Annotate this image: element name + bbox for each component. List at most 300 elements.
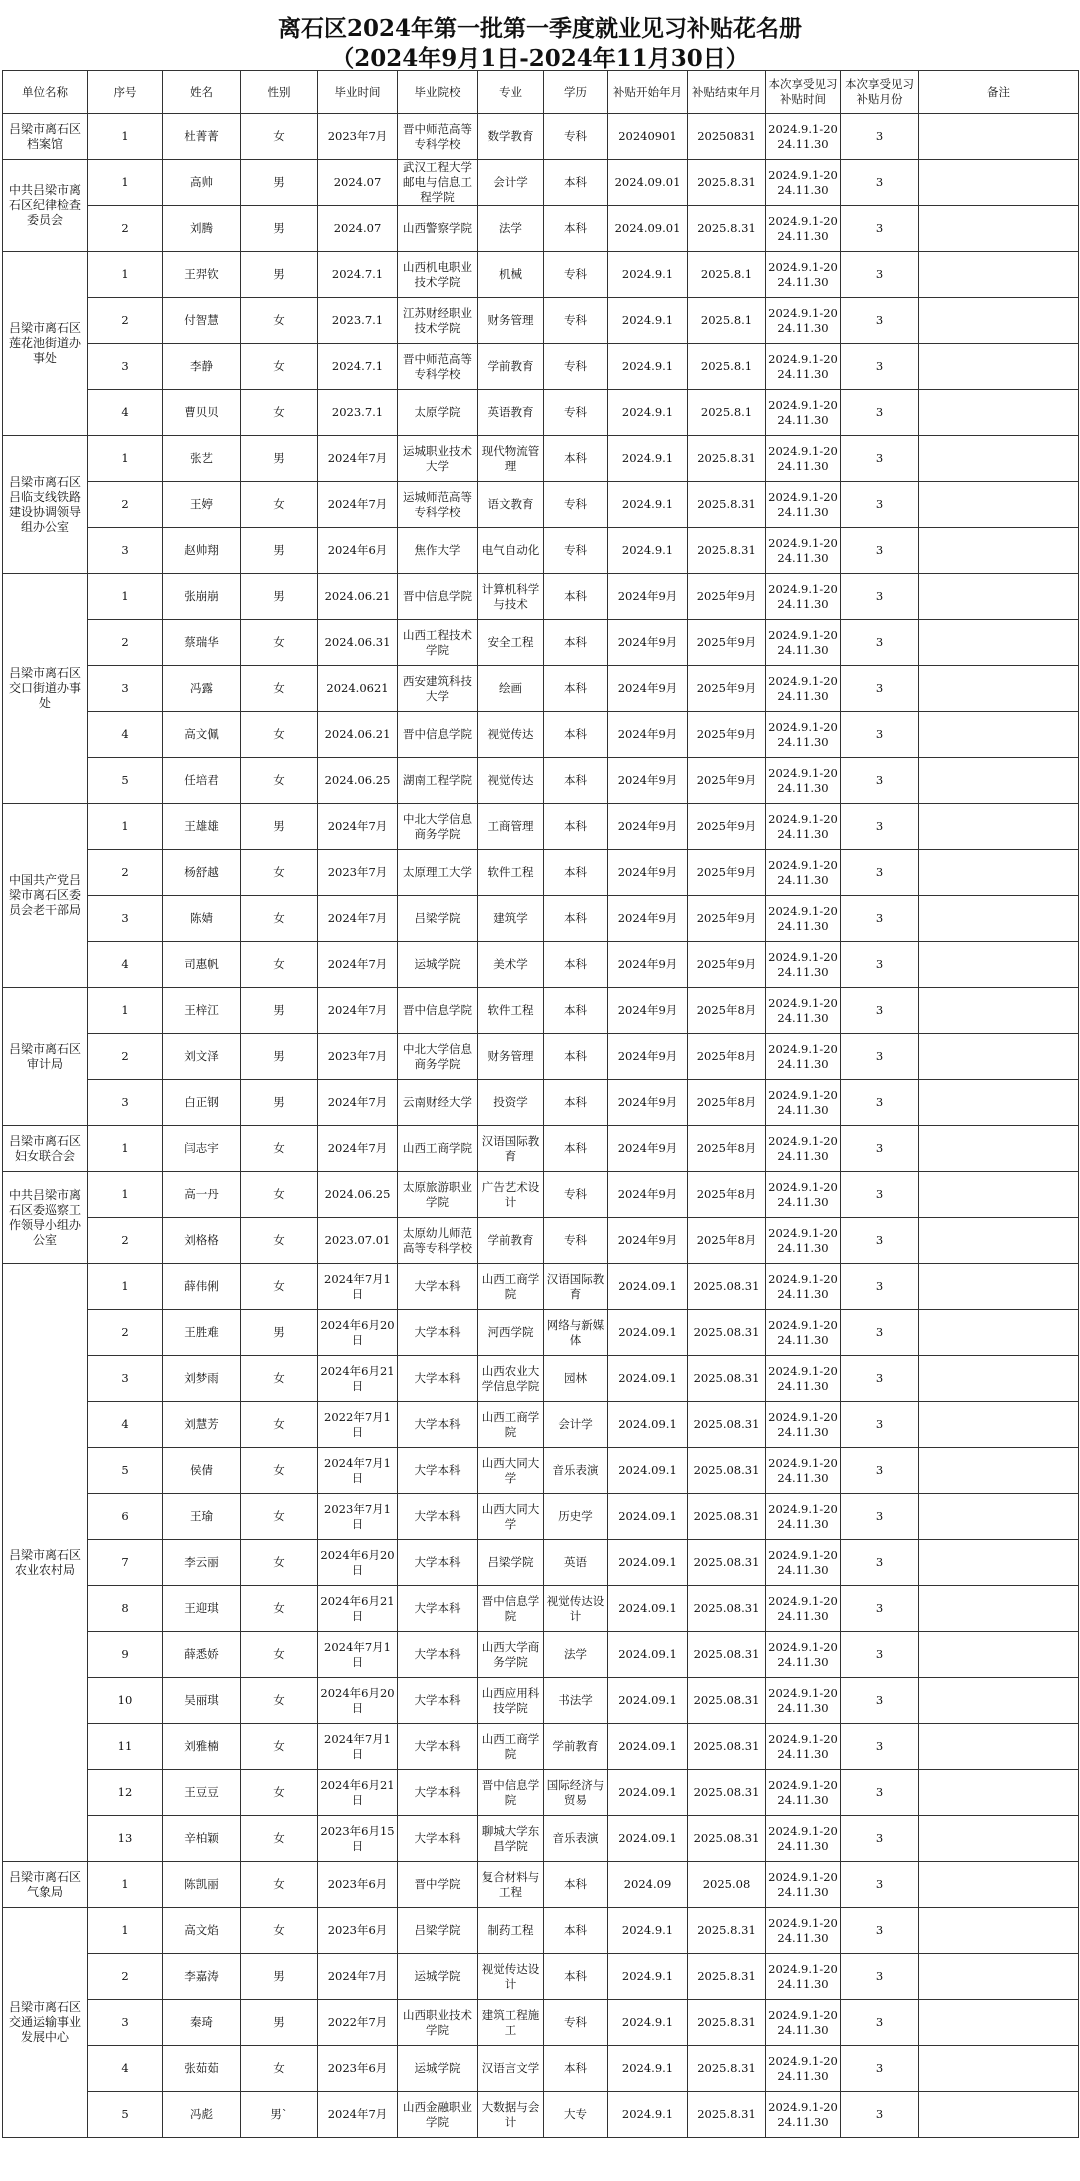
- grad-cell: 2024年7月: [318, 1080, 398, 1126]
- title-line-1: 离石区2024年第一批第一季度就业见习补贴花名册: [277, 15, 802, 42]
- sex-cell: 女: [241, 298, 318, 344]
- name-cell: 李嘉涛: [163, 1954, 241, 2000]
- months-cell: 3: [841, 1126, 919, 1172]
- name-cell: 刘梦雨: [163, 1356, 241, 1402]
- start-cell: 2024.9.1: [608, 482, 688, 528]
- end-cell: 2025年9月: [688, 896, 766, 942]
- no-cell: 6: [88, 1494, 163, 1540]
- no-cell: 11: [88, 1724, 163, 1770]
- edu-cell: 会计学: [544, 1402, 608, 1448]
- months-cell: 3: [841, 252, 919, 298]
- major-cell: 建筑工程施工: [478, 2000, 544, 2046]
- table-row: [3, 1954, 1079, 2000]
- edu-cell: 专科: [544, 1218, 608, 1264]
- edu-cell: 本科: [544, 850, 608, 896]
- start-cell: 2024.09.1: [608, 1632, 688, 1678]
- period-cell: 2024.9.1-2024.11.30: [766, 1218, 841, 1264]
- school-cell: 大学本科: [398, 1310, 478, 1356]
- major-cell: 山西农业大学信息学院: [478, 1356, 544, 1402]
- note-cell: [919, 390, 1079, 436]
- no-cell: 5: [88, 2092, 163, 2138]
- edu-cell: 国际经济与贸易: [544, 1770, 608, 1816]
- name-cell: 杨舒越: [163, 850, 241, 896]
- school-cell: 云南财经大学: [398, 1080, 478, 1126]
- name-cell: 高帅: [163, 160, 241, 206]
- no-cell: 4: [88, 942, 163, 988]
- note-cell: [919, 620, 1079, 666]
- name-cell: 薛悉娇: [163, 1632, 241, 1678]
- grad-cell: 2023.7.1: [318, 390, 398, 436]
- table-row: [3, 1356, 1079, 1402]
- start-cell: 2024.9.1: [608, 1954, 688, 2000]
- name-cell: 杜菁菁: [163, 114, 241, 160]
- end-cell: 2025年8月: [688, 1080, 766, 1126]
- table-row: [3, 298, 1079, 344]
- no-cell: 1: [88, 1264, 163, 1310]
- header-cell: 专业: [478, 71, 544, 114]
- grad-cell: 2024.06.25: [318, 758, 398, 804]
- period-cell: 2024.9.1-2024.11.30: [766, 574, 841, 620]
- major-cell: 软件工程: [478, 988, 544, 1034]
- note-cell: [919, 298, 1079, 344]
- no-cell: 1: [88, 1172, 163, 1218]
- school-cell: 运城学院: [398, 1954, 478, 2000]
- name-cell: 辛柏颖: [163, 1816, 241, 1862]
- subsidy-roster-table: [2, 70, 1079, 2138]
- sex-cell: 女: [241, 666, 318, 712]
- no-cell: 13: [88, 1816, 163, 1862]
- major-cell: 山西工商学院: [478, 1724, 544, 1770]
- months-cell: 3: [841, 1908, 919, 1954]
- major-cell: 吕梁学院: [478, 1540, 544, 1586]
- note-cell: [919, 482, 1079, 528]
- start-cell: 2024年9月: [608, 1172, 688, 1218]
- school-cell: 山西工商学院: [398, 1126, 478, 1172]
- name-cell: 李静: [163, 344, 241, 390]
- sex-cell: 男: [241, 2000, 318, 2046]
- name-cell: 刘腾: [163, 206, 241, 252]
- name-cell: 曹贝贝: [163, 390, 241, 436]
- note-cell: [919, 1402, 1079, 1448]
- no-cell: 2: [88, 482, 163, 528]
- table-row: [3, 1586, 1079, 1632]
- sex-cell: 女: [241, 1448, 318, 1494]
- school-cell: 太原旅游职业学院: [398, 1172, 478, 1218]
- note-cell: [919, 1862, 1079, 1908]
- end-cell: 2025年9月: [688, 666, 766, 712]
- name-cell: 陈婧: [163, 896, 241, 942]
- months-cell: 3: [841, 206, 919, 252]
- grad-cell: 2024年7月: [318, 1954, 398, 2000]
- unit-name-cell: 吕梁市离石区妇女联合会: [3, 1126, 88, 1172]
- unit-name-cell: 中共吕梁市离石区委巡察工作领导小组办公室: [3, 1172, 88, 1264]
- note-cell: [919, 1080, 1079, 1126]
- months-cell: 3: [841, 1448, 919, 1494]
- start-cell: 2024.09.1: [608, 1356, 688, 1402]
- months-cell: 3: [841, 2046, 919, 2092]
- sex-cell: 女: [241, 620, 318, 666]
- sex-cell: 女: [241, 850, 318, 896]
- grad-cell: 2024.7.1: [318, 344, 398, 390]
- note-cell: [919, 1448, 1079, 1494]
- major-cell: 复合材料与工程: [478, 1862, 544, 1908]
- no-cell: 1: [88, 436, 163, 482]
- period-cell: 2024.9.1-2024.11.30: [766, 160, 841, 206]
- start-cell: 2024年9月: [608, 942, 688, 988]
- months-cell: 3: [841, 896, 919, 942]
- table-row: [3, 1678, 1079, 1724]
- end-cell: 2025.08.31: [688, 1310, 766, 1356]
- name-cell: 高文佩: [163, 712, 241, 758]
- edu-cell: 网络与新媒体: [544, 1310, 608, 1356]
- name-cell: 司惠帆: [163, 942, 241, 988]
- end-cell: 2025年9月: [688, 804, 766, 850]
- start-cell: 2024.9.1: [608, 2092, 688, 2138]
- sex-cell: 男: [241, 528, 318, 574]
- grad-cell: 2024年7月: [318, 988, 398, 1034]
- major-cell: 法学: [478, 206, 544, 252]
- months-cell: 3: [841, 1586, 919, 1632]
- end-cell: 2025年8月: [688, 1218, 766, 1264]
- sex-cell: 男: [241, 1310, 318, 1356]
- start-cell: 2024.09.1: [608, 1494, 688, 1540]
- sex-cell: 女: [241, 1632, 318, 1678]
- start-cell: 2024年9月: [608, 666, 688, 712]
- sex-cell: 女: [241, 1218, 318, 1264]
- major-cell: 会计学: [478, 160, 544, 206]
- months-cell: 3: [841, 1632, 919, 1678]
- table-row: [3, 712, 1079, 758]
- sex-cell: 女: [241, 482, 318, 528]
- name-cell: 冯彪: [163, 2092, 241, 2138]
- grad-cell: 2024年6月21日: [318, 1356, 398, 1402]
- edu-cell: 本科: [544, 666, 608, 712]
- table-row: [3, 1218, 1079, 1264]
- school-cell: 武汉工程大学邮电与信息工程学院: [398, 160, 478, 206]
- name-cell: 张艺: [163, 436, 241, 482]
- edu-cell: 本科: [544, 206, 608, 252]
- sex-cell: 女: [241, 1494, 318, 1540]
- table-row: [3, 2046, 1079, 2092]
- name-cell: 吴丽琪: [163, 1678, 241, 1724]
- major-cell: 山西大同大学: [478, 1494, 544, 1540]
- grad-cell: 2024年7月: [318, 804, 398, 850]
- name-cell: 蔡瑞华: [163, 620, 241, 666]
- end-cell: 2025年9月: [688, 942, 766, 988]
- months-cell: 3: [841, 1816, 919, 1862]
- period-cell: 2024.9.1-2024.11.30: [766, 1632, 841, 1678]
- no-cell: 2: [88, 850, 163, 896]
- months-cell: 3: [841, 298, 919, 344]
- header-cell: 序号: [88, 71, 163, 114]
- no-cell: 3: [88, 2000, 163, 2046]
- note-cell: [919, 252, 1079, 298]
- note-cell: [919, 1540, 1079, 1586]
- sex-cell: 男: [241, 1034, 318, 1080]
- no-cell: 1: [88, 114, 163, 160]
- edu-cell: 本科: [544, 1080, 608, 1126]
- months-cell: 3: [841, 390, 919, 436]
- no-cell: 4: [88, 1402, 163, 1448]
- end-cell: 2025.08.31: [688, 1724, 766, 1770]
- school-cell: 晋中信息学院: [398, 988, 478, 1034]
- sex-cell: 女: [241, 2046, 318, 2092]
- school-cell: 大学本科: [398, 1264, 478, 1310]
- grad-cell: 2024.06.31: [318, 620, 398, 666]
- period-cell: 2024.9.1-2024.11.30: [766, 1356, 841, 1402]
- unit-name-cell: 吕梁市离石区吕临支线铁路建设协调领导组办公室: [3, 436, 88, 574]
- table-row: [3, 160, 1079, 206]
- table-row: [3, 1126, 1079, 1172]
- months-cell: 3: [841, 1034, 919, 1080]
- grad-cell: 2023.7.1: [318, 298, 398, 344]
- start-cell: 2024.09: [608, 1862, 688, 1908]
- sex-cell: 女: [241, 1862, 318, 1908]
- edu-cell: 本科: [544, 620, 608, 666]
- months-cell: 3: [841, 1724, 919, 1770]
- grad-cell: 2024年7月1日: [318, 1264, 398, 1310]
- major-cell: 绘画: [478, 666, 544, 712]
- header-cell: 单位名称: [3, 71, 88, 114]
- period-cell: 2024.9.1-2024.11.30: [766, 1034, 841, 1080]
- edu-cell: 本科: [544, 1908, 608, 1954]
- school-cell: 晋中师范高等专科学校: [398, 114, 478, 160]
- no-cell: 1: [88, 804, 163, 850]
- note-cell: [919, 436, 1079, 482]
- note-cell: [919, 2000, 1079, 2046]
- period-cell: 2024.9.1-2024.11.30: [766, 2000, 841, 2046]
- school-cell: 中北大学信息商务学院: [398, 1034, 478, 1080]
- end-cell: 2025年9月: [688, 620, 766, 666]
- name-cell: 刘格格: [163, 1218, 241, 1264]
- period-cell: 2024.9.1-2024.11.30: [766, 1402, 841, 1448]
- name-cell: 王雄雄: [163, 804, 241, 850]
- note-cell: [919, 114, 1079, 160]
- name-cell: 赵帅翔: [163, 528, 241, 574]
- name-cell: 王婷: [163, 482, 241, 528]
- start-cell: 2024.09.1: [608, 1310, 688, 1356]
- start-cell: 2024.09.1: [608, 1816, 688, 1862]
- grad-cell: 2023.07.01: [318, 1218, 398, 1264]
- edu-cell: 本科: [544, 758, 608, 804]
- end-cell: 2025.8.31: [688, 2046, 766, 2092]
- note-cell: [919, 1264, 1079, 1310]
- edu-cell: 汉语国际教育: [544, 1264, 608, 1310]
- end-cell: 2025.8.1: [688, 390, 766, 436]
- table-row: [3, 988, 1079, 1034]
- sex-cell: 男: [241, 160, 318, 206]
- grad-cell: 2024年7月: [318, 1126, 398, 1172]
- unit-name-cell: 中国共产党吕梁市离石区委员会老干部局: [3, 804, 88, 988]
- header-cell: 姓名: [163, 71, 241, 114]
- end-cell: 2025.08.31: [688, 1816, 766, 1862]
- no-cell: 3: [88, 344, 163, 390]
- school-cell: 大学本科: [398, 1678, 478, 1724]
- sex-cell: 女: [241, 942, 318, 988]
- end-cell: 2025.8.1: [688, 344, 766, 390]
- title-line-2: （2024年9月1日-2024年11月30日）: [331, 45, 749, 72]
- note-cell: [919, 1724, 1079, 1770]
- no-cell: 5: [88, 1448, 163, 1494]
- table-row: [3, 758, 1079, 804]
- sex-cell: 男`: [241, 2092, 318, 2138]
- period-cell: 2024.9.1-2024.11.30: [766, 1448, 841, 1494]
- end-cell: 2025年9月: [688, 850, 766, 896]
- note-cell: [919, 712, 1079, 758]
- major-cell: 汉语言文学: [478, 2046, 544, 2092]
- months-cell: 3: [841, 712, 919, 758]
- start-cell: 2024年9月: [608, 804, 688, 850]
- no-cell: 2: [88, 620, 163, 666]
- start-cell: 2024.09.1: [608, 1724, 688, 1770]
- table-row: [3, 1310, 1079, 1356]
- start-cell: 2024.9.1: [608, 2000, 688, 2046]
- table-row: [3, 1816, 1079, 1862]
- no-cell: 1: [88, 252, 163, 298]
- no-cell: 3: [88, 896, 163, 942]
- end-cell: 2025.8.31: [688, 160, 766, 206]
- table-row: [3, 1770, 1079, 1816]
- no-cell: 5: [88, 758, 163, 804]
- edu-cell: 英语: [544, 1540, 608, 1586]
- start-cell: 2024年9月: [608, 988, 688, 1034]
- months-cell: 3: [841, 850, 919, 896]
- school-cell: 江苏财经职业技术学院: [398, 298, 478, 344]
- edu-cell: 本科: [544, 1954, 608, 2000]
- no-cell: 3: [88, 1080, 163, 1126]
- name-cell: 任培君: [163, 758, 241, 804]
- period-cell: 2024.9.1-2024.11.30: [766, 666, 841, 712]
- major-cell: 视觉传达设计: [478, 1954, 544, 2000]
- period-cell: 2024.9.1-2024.11.30: [766, 206, 841, 252]
- start-cell: 2024.09.1: [608, 1770, 688, 1816]
- end-cell: 2025.8.31: [688, 1908, 766, 1954]
- name-cell: 闫志宇: [163, 1126, 241, 1172]
- table-row: [3, 1080, 1079, 1126]
- period-cell: 2024.9.1-2024.11.30: [766, 2092, 841, 2138]
- table-row: [3, 344, 1079, 390]
- months-cell: 3: [841, 1862, 919, 1908]
- end-cell: 2025年8月: [688, 1034, 766, 1080]
- note-cell: [919, 666, 1079, 712]
- name-cell: 王羿钦: [163, 252, 241, 298]
- start-cell: 2024年9月: [608, 712, 688, 758]
- period-cell: 2024.9.1-2024.11.30: [766, 1770, 841, 1816]
- grad-cell: 2024.06.25: [318, 1172, 398, 1218]
- note-cell: [919, 1816, 1079, 1862]
- months-cell: 3: [841, 2000, 919, 2046]
- major-cell: 投资学: [478, 1080, 544, 1126]
- name-cell: 刘慧芳: [163, 1402, 241, 1448]
- table-row: [3, 252, 1079, 298]
- start-cell: 20240901: [608, 114, 688, 160]
- period-cell: 2024.9.1-2024.11.30: [766, 850, 841, 896]
- major-cell: 晋中信息学院: [478, 1586, 544, 1632]
- edu-cell: 本科: [544, 942, 608, 988]
- edu-cell: 专科: [544, 298, 608, 344]
- grad-cell: 2023年7月: [318, 114, 398, 160]
- table-row: [3, 1034, 1079, 1080]
- school-cell: 晋中学院: [398, 1862, 478, 1908]
- sex-cell: 女: [241, 1908, 318, 1954]
- sex-cell: 女: [241, 1724, 318, 1770]
- no-cell: 2: [88, 206, 163, 252]
- document-title: [0, 0, 1080, 70]
- period-cell: 2024.9.1-2024.11.30: [766, 1908, 841, 1954]
- table-row: [3, 1448, 1079, 1494]
- name-cell: 王迎琪: [163, 1586, 241, 1632]
- grad-cell: 2024年7月: [318, 436, 398, 482]
- unit-name-cell: 吕梁市离石区农业农村局: [3, 1264, 88, 1862]
- major-cell: 山西工商学院: [478, 1402, 544, 1448]
- months-cell: 3: [841, 1402, 919, 1448]
- school-cell: 运城师范高等专科学校: [398, 482, 478, 528]
- edu-cell: 本科: [544, 712, 608, 758]
- edu-cell: 专科: [544, 482, 608, 528]
- start-cell: 2024.09.1: [608, 1586, 688, 1632]
- school-cell: 大学本科: [398, 1540, 478, 1586]
- school-cell: 太原学院: [398, 390, 478, 436]
- period-cell: 2024.9.1-2024.11.30: [766, 2046, 841, 2092]
- end-cell: 2025.08.31: [688, 1586, 766, 1632]
- table-body: [3, 71, 1079, 2138]
- sex-cell: 女: [241, 1540, 318, 1586]
- name-cell: 秦琦: [163, 2000, 241, 2046]
- table-row: [3, 1172, 1079, 1218]
- major-cell: 视觉传达: [478, 758, 544, 804]
- end-cell: 2025.08.31: [688, 1264, 766, 1310]
- name-cell: 高文焰: [163, 1908, 241, 1954]
- edu-cell: 历史学: [544, 1494, 608, 1540]
- no-cell: 2: [88, 1310, 163, 1356]
- major-cell: 山西大学商务学院: [478, 1632, 544, 1678]
- school-cell: 山西工程技术学院: [398, 620, 478, 666]
- school-cell: 大学本科: [398, 1770, 478, 1816]
- grad-cell: 2023年7月: [318, 850, 398, 896]
- sex-cell: 女: [241, 1172, 318, 1218]
- sex-cell: 女: [241, 114, 318, 160]
- sex-cell: 女: [241, 1126, 318, 1172]
- edu-cell: 专科: [544, 114, 608, 160]
- major-cell: 学前教育: [478, 1218, 544, 1264]
- school-cell: 太原理工大学: [398, 850, 478, 896]
- school-cell: 运城职业技术大学: [398, 436, 478, 482]
- sex-cell: 男: [241, 436, 318, 482]
- period-cell: 2024.9.1-2024.11.30: [766, 712, 841, 758]
- period-cell: 2024.9.1-2024.11.30: [766, 896, 841, 942]
- grad-cell: 2024年7月1日: [318, 1724, 398, 1770]
- grad-cell: 2024.06.21: [318, 574, 398, 620]
- period-cell: 2024.9.1-2024.11.30: [766, 1172, 841, 1218]
- header-cell: 毕业时间: [318, 71, 398, 114]
- name-cell: 王瑜: [163, 1494, 241, 1540]
- period-cell: 2024.9.1-2024.11.30: [766, 1678, 841, 1724]
- unit-name-cell: 吕梁市离石区交口街道办事处: [3, 574, 88, 804]
- edu-cell: 专科: [544, 528, 608, 574]
- start-cell: 2024年9月: [608, 1126, 688, 1172]
- major-cell: 大数据与会计: [478, 2092, 544, 2138]
- end-cell: 2025.8.1: [688, 298, 766, 344]
- table-row: [3, 528, 1079, 574]
- major-cell: 数学教育: [478, 114, 544, 160]
- months-cell: 3: [841, 344, 919, 390]
- months-cell: 3: [841, 758, 919, 804]
- start-cell: 2024.9.1: [608, 2046, 688, 2092]
- major-cell: 现代物流管理: [478, 436, 544, 482]
- major-cell: 美术学: [478, 942, 544, 988]
- table-row: [3, 482, 1079, 528]
- table-row: [3, 942, 1079, 988]
